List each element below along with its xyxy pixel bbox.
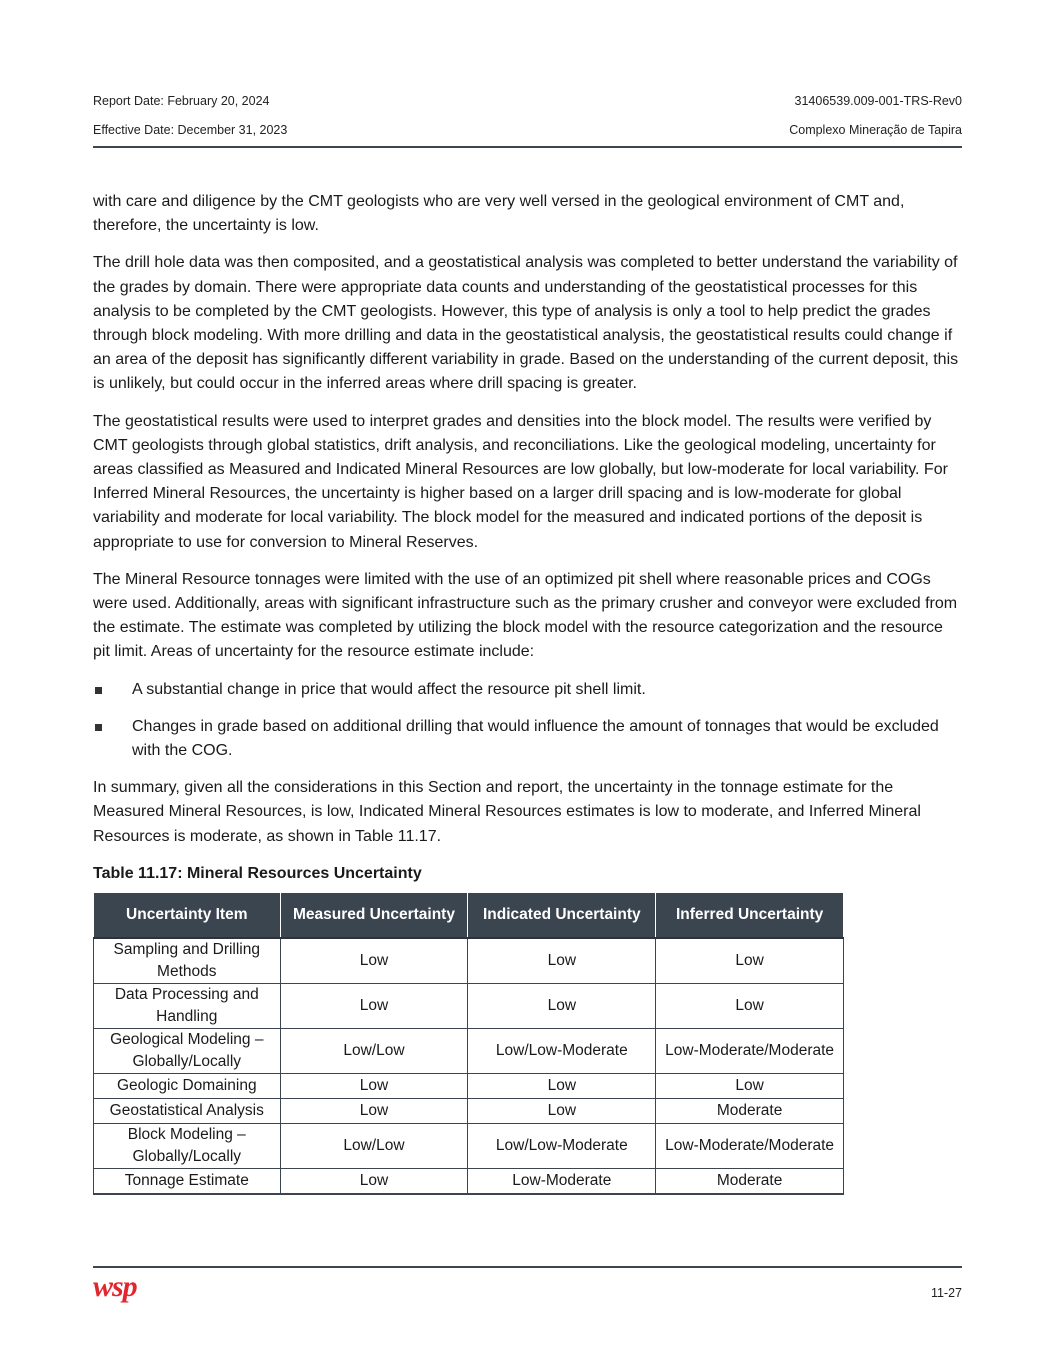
table-cell: Low — [280, 1074, 468, 1099]
table-row — [94, 1124, 844, 1169]
bullet-item — [93, 678, 963, 702]
table-row — [94, 938, 844, 984]
table-cell: Low — [468, 1099, 656, 1124]
project-name: Complexo Mineração de Tapira — [789, 123, 962, 137]
page-body — [93, 190, 963, 1195]
column-header: Indicated Uncertainty — [468, 893, 656, 939]
bullet-text: Changes in grade based on additional drilling that would influence the amount of tonnages that would be excluded with the COG. — [132, 717, 939, 760]
table-cell: Data Processing and Handling — [94, 984, 281, 1029]
table-cell: Geostatistical Analysis — [94, 1099, 281, 1124]
table-cell: Low — [468, 938, 656, 984]
table-caption: Table 11.17: Mineral Resources Uncertainty — [93, 864, 422, 882]
report-date: Report Date: February 20, 2024 — [93, 94, 270, 108]
table-cell: Low — [468, 1074, 656, 1099]
table-cell: Low — [656, 938, 844, 984]
table-cell: Moderate — [656, 1169, 844, 1195]
column-header: Inferred Uncertainty — [656, 893, 844, 939]
footer-divider — [93, 1266, 962, 1268]
header-row-2 — [93, 123, 962, 137]
wsp-logo-text: wsp — [93, 1272, 137, 1303]
table-cell: Low — [280, 1099, 468, 1124]
wsp-logo — [93, 1272, 157, 1308]
table-row — [94, 984, 844, 1029]
header-row-1 — [93, 94, 962, 108]
table-cell: Low/Low — [280, 1124, 468, 1169]
table-cell: Moderate — [656, 1099, 844, 1124]
table-cell: Low — [656, 1074, 844, 1099]
table-cell: Low/Low-Moderate — [468, 1124, 656, 1169]
paragraph: The geostatistical results were used to interpret grades and densities into the block model. The results were verified by CMT geologists through global statistics, drift analysis, and reconciliations. Like the geological modeling, uncertainty for areas classified as Measured and Indicated Mineral Resources are low globally, but low-moderate for local variability. For Inferred Mineral Resources, the uncertainty is higher based on a larger drill spacing and is low-moderate for global variability and moderate for local variability. The block model for the measured and indicated portions of the deposit is appropriate to use for conversion to Mineral Reserves. — [93, 412, 948, 551]
table-cell: Low — [468, 984, 656, 1029]
table-cell: Sampling and Drilling Methods — [94, 938, 281, 984]
paragraph: The Mineral Resource tonnages were limited with the use of an optimized pit shell where reasonable prices and COGs were used. Additionally, areas with significant infrastructure such as the primary crusher and conveyor were excluded from the estimate. The estimate was completed by utilizing the block model with the resource categorization and the resource pit limit. Areas of uncertainty for the resource estimate include: — [93, 570, 958, 661]
table-row — [94, 1074, 844, 1099]
summary-paragraph: In summary, given all the considerations in this Section and report, the uncertainty in the tonnage estimate for the Measured Mineral Resources, is low, Indicated Mineral Resources estimates is low to moderate, and Inferred Mineral Resources is moderate, as shown in Table 11.17. — [93, 779, 921, 845]
table-cell: Geologic Domaining — [94, 1074, 281, 1099]
uncertainty-table — [93, 892, 844, 1195]
table-cell: Block Modeling – Globally/Locally — [94, 1124, 281, 1169]
column-header: Uncertainty Item — [94, 893, 281, 939]
table-row — [94, 1169, 844, 1195]
table-cell: Low/Low — [280, 1029, 468, 1074]
column-header: Measured Uncertainty — [280, 893, 468, 939]
table-cell: Tonnage Estimate — [94, 1169, 281, 1195]
page-number: 11-27 — [930, 1286, 962, 1300]
header-divider — [93, 146, 962, 148]
paragraph: with care and diligence by the CMT geologists who are very well versed in the geological environment of CMT and, therefore, the uncertainty is low. — [93, 193, 905, 235]
bullet-text: A substantial change in price that would affect the resource pit shell limit. — [132, 680, 646, 698]
bullet-square-icon — [95, 724, 102, 731]
bullet-square-icon — [95, 687, 102, 694]
document-id: 31406539.009-001-TRS-Rev0 — [794, 94, 962, 108]
table-row — [94, 1099, 844, 1124]
table-cell: Low-Moderate — [468, 1169, 656, 1195]
table-cell: Geological Modeling – Globally/Locally — [94, 1029, 281, 1074]
table-cell: Low — [280, 984, 468, 1029]
table-cell: Low — [656, 984, 844, 1029]
paragraph: The drill hole data was then composited, and a geostatistical analysis was completed to better understand the variability of the grades by domain. There were appropriate data counts and understanding of the geostatistical processes for this analysis to be completed by the CMT geologists. However, this type of analysis is only a tool to help predict the grades through block modeling. With more drilling and data in the geostatistical analysis, the geostatistical results could change if an area of the deposit has significantly different variability in grade. Based on the understanding of the current deposit, this is unlikely, but could occur in the inferred areas where drill spacing is greater. — [93, 254, 959, 393]
effective-date: Effective Date: December 31, 2023 — [93, 123, 288, 137]
table-cell: Low — [280, 1169, 468, 1195]
table-cell: Low/Low-Moderate — [468, 1029, 656, 1074]
bullet-item — [93, 715, 963, 763]
table-cell: Low — [280, 938, 468, 984]
table-header-row — [94, 893, 844, 939]
table-row — [94, 1029, 844, 1074]
table-cell: Low-Moderate/Moderate — [656, 1029, 844, 1074]
table-cell: Low-Moderate/Moderate — [656, 1124, 844, 1169]
